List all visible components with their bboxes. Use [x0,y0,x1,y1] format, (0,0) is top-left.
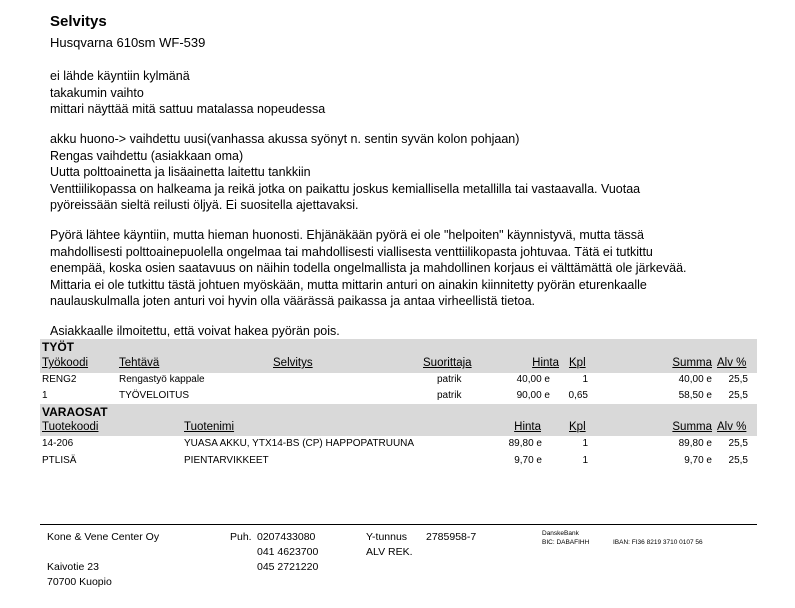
work-task: Rengastyö kappale [119,374,205,385]
phone-number: 045 2721220 [257,561,319,573]
part-sum: 89,80 e [678,438,712,449]
report-line: Venttiilikopassa on halkeama ja reikä jotka on paikattu joskus kemiallisella metallilla tai vastaavalla. Vuotaa [50,181,641,196]
work-header-qty: Kpl [569,357,586,369]
part-code: 14-206 [42,438,74,449]
closing-note: Asiakkaalle ilmoitettu, että voivat hakea pyörän pois. [50,324,340,338]
work-heading: TYÖT [42,340,74,354]
report-line: Pyörä lähtee käyntiin, mutta hieman huonosti. Ehjänäkään pyörä ei ole "helpoiten" käynnistyvä, mutta tässä [50,228,644,242]
phone-label: Puh. [230,531,252,543]
work-header-vat: Alv % [717,357,747,369]
work-header-sum: Summa [672,357,712,369]
bank-name: DanskeBank [542,530,579,537]
work-header-performer: Suorittaja [423,357,472,369]
vehicle-name: Husqvarna 610sm WF-539 [50,35,206,50]
work-performer: patrik [437,374,462,385]
company-name: Kone & Vene Center Oy [47,531,160,543]
work-code: RENG2 [42,374,77,385]
findings-block [50,227,687,310]
part-price: 89,80 e [508,438,542,449]
parts-header-vat: Alv % [717,421,747,433]
document-title: Selvitys [50,13,107,30]
work-qty: 1 [582,374,588,385]
report-line: takakumin vaihto [50,85,144,100]
parts-header-qty: Kpl [569,421,586,433]
work-task: TYÖVELOITUS [119,390,190,401]
part-vat: 25,5 [728,455,748,466]
parts-header-code: Tuotekoodi [42,421,99,433]
work-performer: patrik [437,390,462,401]
report-line: mahdollisesti polttoainepuolella ongelmaa tai mahdollisesti viallisesta venttiilikopasta johtuvaa. Tätä ei tutkittu [50,244,653,259]
phone-number: 0207433080 [257,531,316,543]
work-header-price: Hinta [532,357,559,369]
work-header-code: Työkoodi [42,357,89,369]
report-line: Uutta polttoainetta ja lisäainetta laitettu tankkiin [50,165,311,179]
part-code: PTLISÄ [42,455,77,466]
parts-header-name: Tuotenimi [184,421,235,433]
part-name: YUASA AKKU, YTX14-BS (CP) HAPPOPATRUUNA [184,438,415,449]
ytunnus-value: 2785958-7 [426,531,477,543]
parts-header-sum: Summa [672,421,712,433]
company-city: 70700 Kuopio [47,576,112,588]
report-line: Rengas vaihdettu (asiakkaan oma) [50,148,244,163]
vat-registration: ALV REK. [366,546,413,558]
company-street: Kaivotie 23 [47,561,99,573]
work-sum: 58,50 e [678,390,712,401]
parts-header-price: Hinta [514,421,541,433]
phone-number: 041 4623700 [257,546,319,558]
report-line: akku huono-> vaihdettu uusi(vanhassa akussa syönyt n. sentin syvän kolon pohjaan) [50,132,520,146]
part-qty: 1 [582,455,588,466]
report-line: ei lähde käyntiin kylmänä [50,69,190,83]
footer-divider [40,524,757,525]
bank-bic: BIC: DABAFIHH [542,539,590,546]
report-line: mittari näyttää mitä sattuu matalassa nopeudessa [50,102,326,116]
part-vat: 25,5 [728,438,748,449]
report-line: enempää, koska osien saatavuus on näihin todella ongelmallista ja mahdollinen korjaus ei välttämättä ole järkevää. [50,261,687,275]
parts-heading: VARAOSAT [42,405,108,419]
work-sum: 40,00 e [678,374,712,385]
part-name: PIENTARVIKKEET [184,455,269,466]
work-qty: 0,65 [568,390,588,401]
work-code: 1 [42,390,48,401]
work-vat: 25,5 [728,390,748,401]
work-price: 40,00 e [516,374,550,385]
ytunnus-label: Y-tunnus [366,531,408,543]
part-sum: 9,70 e [684,455,712,466]
symptoms-block [50,68,325,118]
actions-block [50,131,640,214]
part-price: 9,70 e [514,455,542,466]
report-line: Mittaria ei ole tutkittu tästä johtuen myöskään, mutta mittarin anturi on ainakin kiinnitetty pyörän eturenkaalle [50,277,647,292]
report-line: naulauskulmalla joten anturi voi hyvin olla väärässä paikassa ja antaa virheellistä tietoa. [50,294,535,308]
work-price: 90,00 e [516,390,550,401]
bank-iban: IBAN: FI36 8219 3710 0107 56 [613,539,703,546]
report-line: pyöreissään sieltä reilusti öljyä. Ei suositella ajettavaksi. [50,198,359,212]
work-vat: 25,5 [728,374,748,385]
work-header-task: Tehtävä [119,357,160,369]
work-header-explanation: Selvitys [273,357,313,369]
part-qty: 1 [582,438,588,449]
